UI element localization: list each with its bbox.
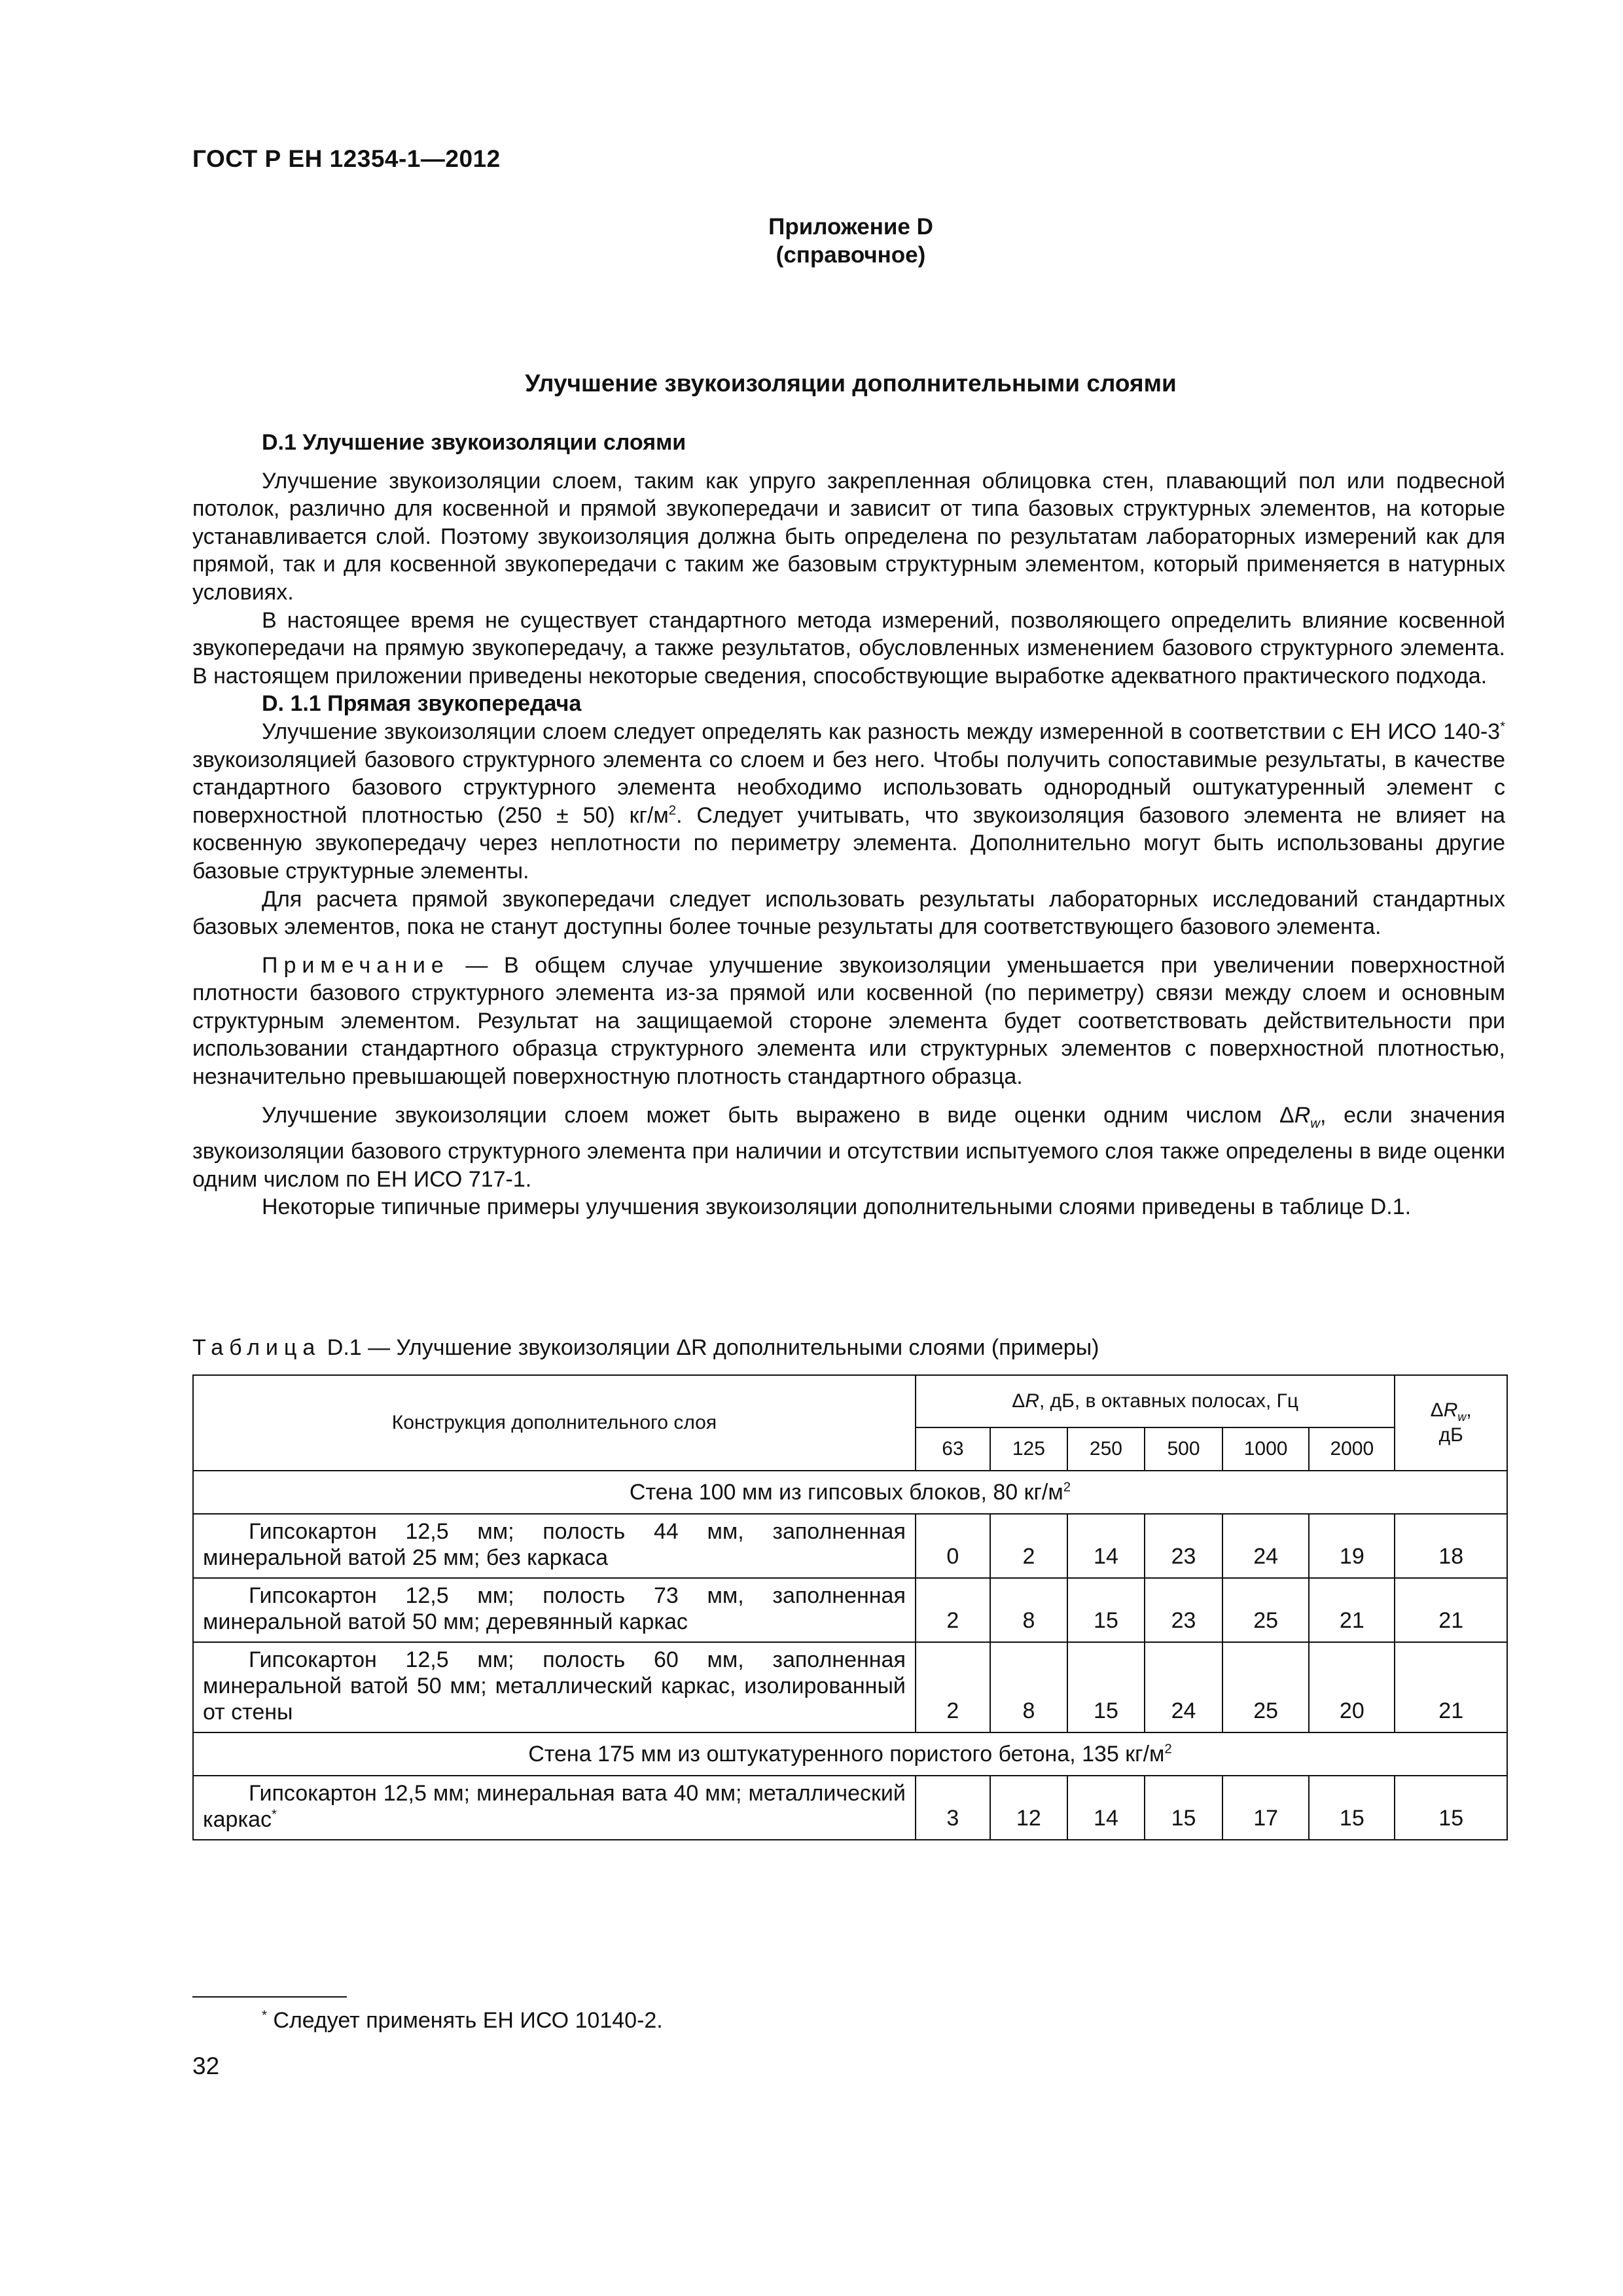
cell: 14 <box>1067 1514 1145 1578</box>
cell: 2 <box>990 1514 1067 1578</box>
cell: 24 <box>1145 1642 1222 1732</box>
cell: 15 <box>1067 1642 1145 1732</box>
table-caption: Таблица D.1 — Улучшение звукоизоляции ΔR дополнительными слоями (примеры) <box>192 1335 1099 1360</box>
paragraph: Для расчета прямой звукопередачи следует использовать результаты лабораторных исследований стандартных базовых элементов, пока не станут доступны более точные результаты для соответствующего базового элемента. <box>192 886 1505 940</box>
freq-cell: 500 <box>1145 1427 1222 1471</box>
table-header-row <box>193 1375 1507 1427</box>
annex-heading: Улучшение звукоизоляции дополнительными слоями <box>525 370 1177 397</box>
cell: 3 <box>916 1776 990 1840</box>
cell: 17 <box>1222 1776 1309 1840</box>
paragraph: Некоторые типичные примеры улучшения звукоизоляции дополнительными слоями приведены в таблице D.1. <box>262 1194 1412 1220</box>
paragraph: Улучшение звукоизоляции слоем следует определять как разность между измеренной в соответствии с ЕН ИСО 140-3* звукоизоляцией базового структурного элемента со слоем и без него. Чтобы получить сопоставимые результаты, в качестве стандартного базового структурного элемента необходимо использовать однородный оштукатуренный элемент с поверхностной плотностью (250 ± 50) $кг/м^2$. Следует учитывать, что звукоизоляция базового элемента не влияет на косвенную звукопередачу через неплотности по периметру элемента. Дополнительно могут быть использованы другие базовые структурные элементы. <box>192 719 1505 884</box>
cell: 2 <box>916 1642 990 1732</box>
annex-status: (справочное) <box>776 242 926 268</box>
table-row <box>193 1514 1507 1578</box>
page-number: 32 <box>192 2053 220 2079</box>
cell-rw: 15 <box>1395 1776 1507 1840</box>
cell: 2 <box>916 1578 990 1642</box>
freq-cell: 2000 <box>1309 1427 1395 1471</box>
cell-rw: 18 <box>1395 1514 1507 1578</box>
footnote-marker: * <box>1500 719 1505 734</box>
document-body <box>192 429 1505 1221</box>
cell: 15 <box>1309 1776 1395 1840</box>
cell: 0 <box>916 1514 990 1578</box>
cell: 8 <box>990 1642 1067 1732</box>
paragraph: Улучшение звукоизоляции слоем может быть выражено в виде оценки одним числом $\Delta R_w$, если значения звукоизоляции базового структурного элемента при наличии и отсутствии испытуемого слоя также определены в виде оценки одним числом по ЕН ИСО 717-1. <box>192 1102 1505 1192</box>
paragraph: Улучшение звукоизоляции слоем, таким как упруго закрепленная облицовка стен, плавающий пол или подвесной потолок, различно для косвенной и прямой звукопередачи и зависит от типа базовых структурных элементов, на которые устанавливается слой. Поэтому звукоизоляция должна быть определена по результатам лабораторных измерений как для прямой, так и для косвенной звукопередачи с таким же базовым структурным элементом, который применяется в натурных условиях. <box>192 468 1505 605</box>
improvement-table <box>192 1374 1508 1840</box>
table-row <box>193 1578 1507 1642</box>
row-desc: Гипсокартон 12,5 мм; полость 60 мм, заполненная минеральной ватой 50 мм; металлический каркас, изолированный от стены <box>193 1642 916 1732</box>
cell: 14 <box>1067 1776 1145 1840</box>
group-label: Стена 175 мм из оштукатуренного пористого бетона, 135 $кг/м^2$ <box>193 1732 1507 1776</box>
row-desc: Гипсокартон 12,5 мм; минеральная вата 40 мм; металлический каркас* <box>193 1776 916 1840</box>
group-label: Стена 100 мм из гипсовых блоков, 80 $кг/м^2$ <box>193 1471 1507 1514</box>
cell: 15 <box>1067 1578 1145 1642</box>
cell-rw: 21 <box>1395 1642 1507 1732</box>
table-row <box>193 1642 1507 1732</box>
freq-cell: 125 <box>990 1427 1067 1471</box>
document-header: ГОСТ Р ЕН 12354-1—2012 <box>192 145 501 172</box>
table-group-row <box>193 1471 1507 1514</box>
note-label: Примечание <box>262 952 450 978</box>
freq-cell: 250 <box>1067 1427 1145 1471</box>
header-band-title: ΔR, дБ, в октавных полосах, Гц <box>916 1375 1395 1427</box>
section-heading-d11: D. 1.1 Прямая звукопередача <box>262 691 582 717</box>
cell: 23 <box>1145 1578 1222 1642</box>
cell: 25 <box>1222 1642 1309 1732</box>
cell: 20 <box>1309 1642 1395 1732</box>
cell: 25 <box>1222 1578 1309 1642</box>
freq-cell: 63 <box>916 1427 990 1471</box>
note: Примечание — В общем случае улучшение звукоизоляции уменьшается при увеличении поверхностной плотности базового структурного элемента из-за прямой или косвенной (по периметру) связи между слоем и основным структурным элементом. Результат на защищаемой стороне элемента будет соответствовать действительности при использовании стандартного образца структурного элемента или структурных элементов с поверхностной плотностью, незначительно превышающей поверхностную плотность стандартного образца. <box>192 952 1505 1090</box>
cell-rw: 21 <box>1395 1578 1507 1642</box>
table-group-row <box>193 1732 1507 1776</box>
annex-label <box>654 213 1047 269</box>
footnote: * Следует применять ЕН ИСО 10140-2. <box>262 2008 663 2033</box>
cell: 15 <box>1145 1776 1222 1840</box>
cell: 8 <box>990 1578 1067 1642</box>
cell: 19 <box>1309 1514 1395 1578</box>
paragraph: В настоящее время не существует стандартного метода измерений, позволяющего определить влияние косвенной звукопередачи на прямую звукопередачу, а также результатов, обусловленных изменением базового структурного элемента. В настоящем приложении приведены некоторые сведения, способствующие выработке адекватного практического подхода. <box>192 607 1505 689</box>
row-desc: Гипсокартон 12,5 мм; полость 44 мм, заполненная минеральной ватой 25 мм; без каркаса <box>193 1514 916 1578</box>
row-desc: Гипсокартон 12,5 мм; полость 73 мм, заполненная минеральной ватой 50 мм; деревянный каркас <box>193 1578 916 1642</box>
cell: 24 <box>1222 1514 1309 1578</box>
freq-cell: 1000 <box>1222 1427 1309 1471</box>
section-heading-d1: D.1 Улучшение звукоизоляции слоями <box>262 430 687 455</box>
table-row <box>193 1776 1507 1840</box>
cell: 21 <box>1309 1578 1395 1642</box>
header-construction: Конструкция дополнительного слоя <box>193 1375 916 1471</box>
footnote-divider <box>192 1996 347 1998</box>
cell: 23 <box>1145 1514 1222 1578</box>
cell: 12 <box>990 1776 1067 1840</box>
header-rw: $\Delta R_w$, дБ <box>1395 1375 1507 1471</box>
annex-title: Приложение D <box>768 214 933 240</box>
